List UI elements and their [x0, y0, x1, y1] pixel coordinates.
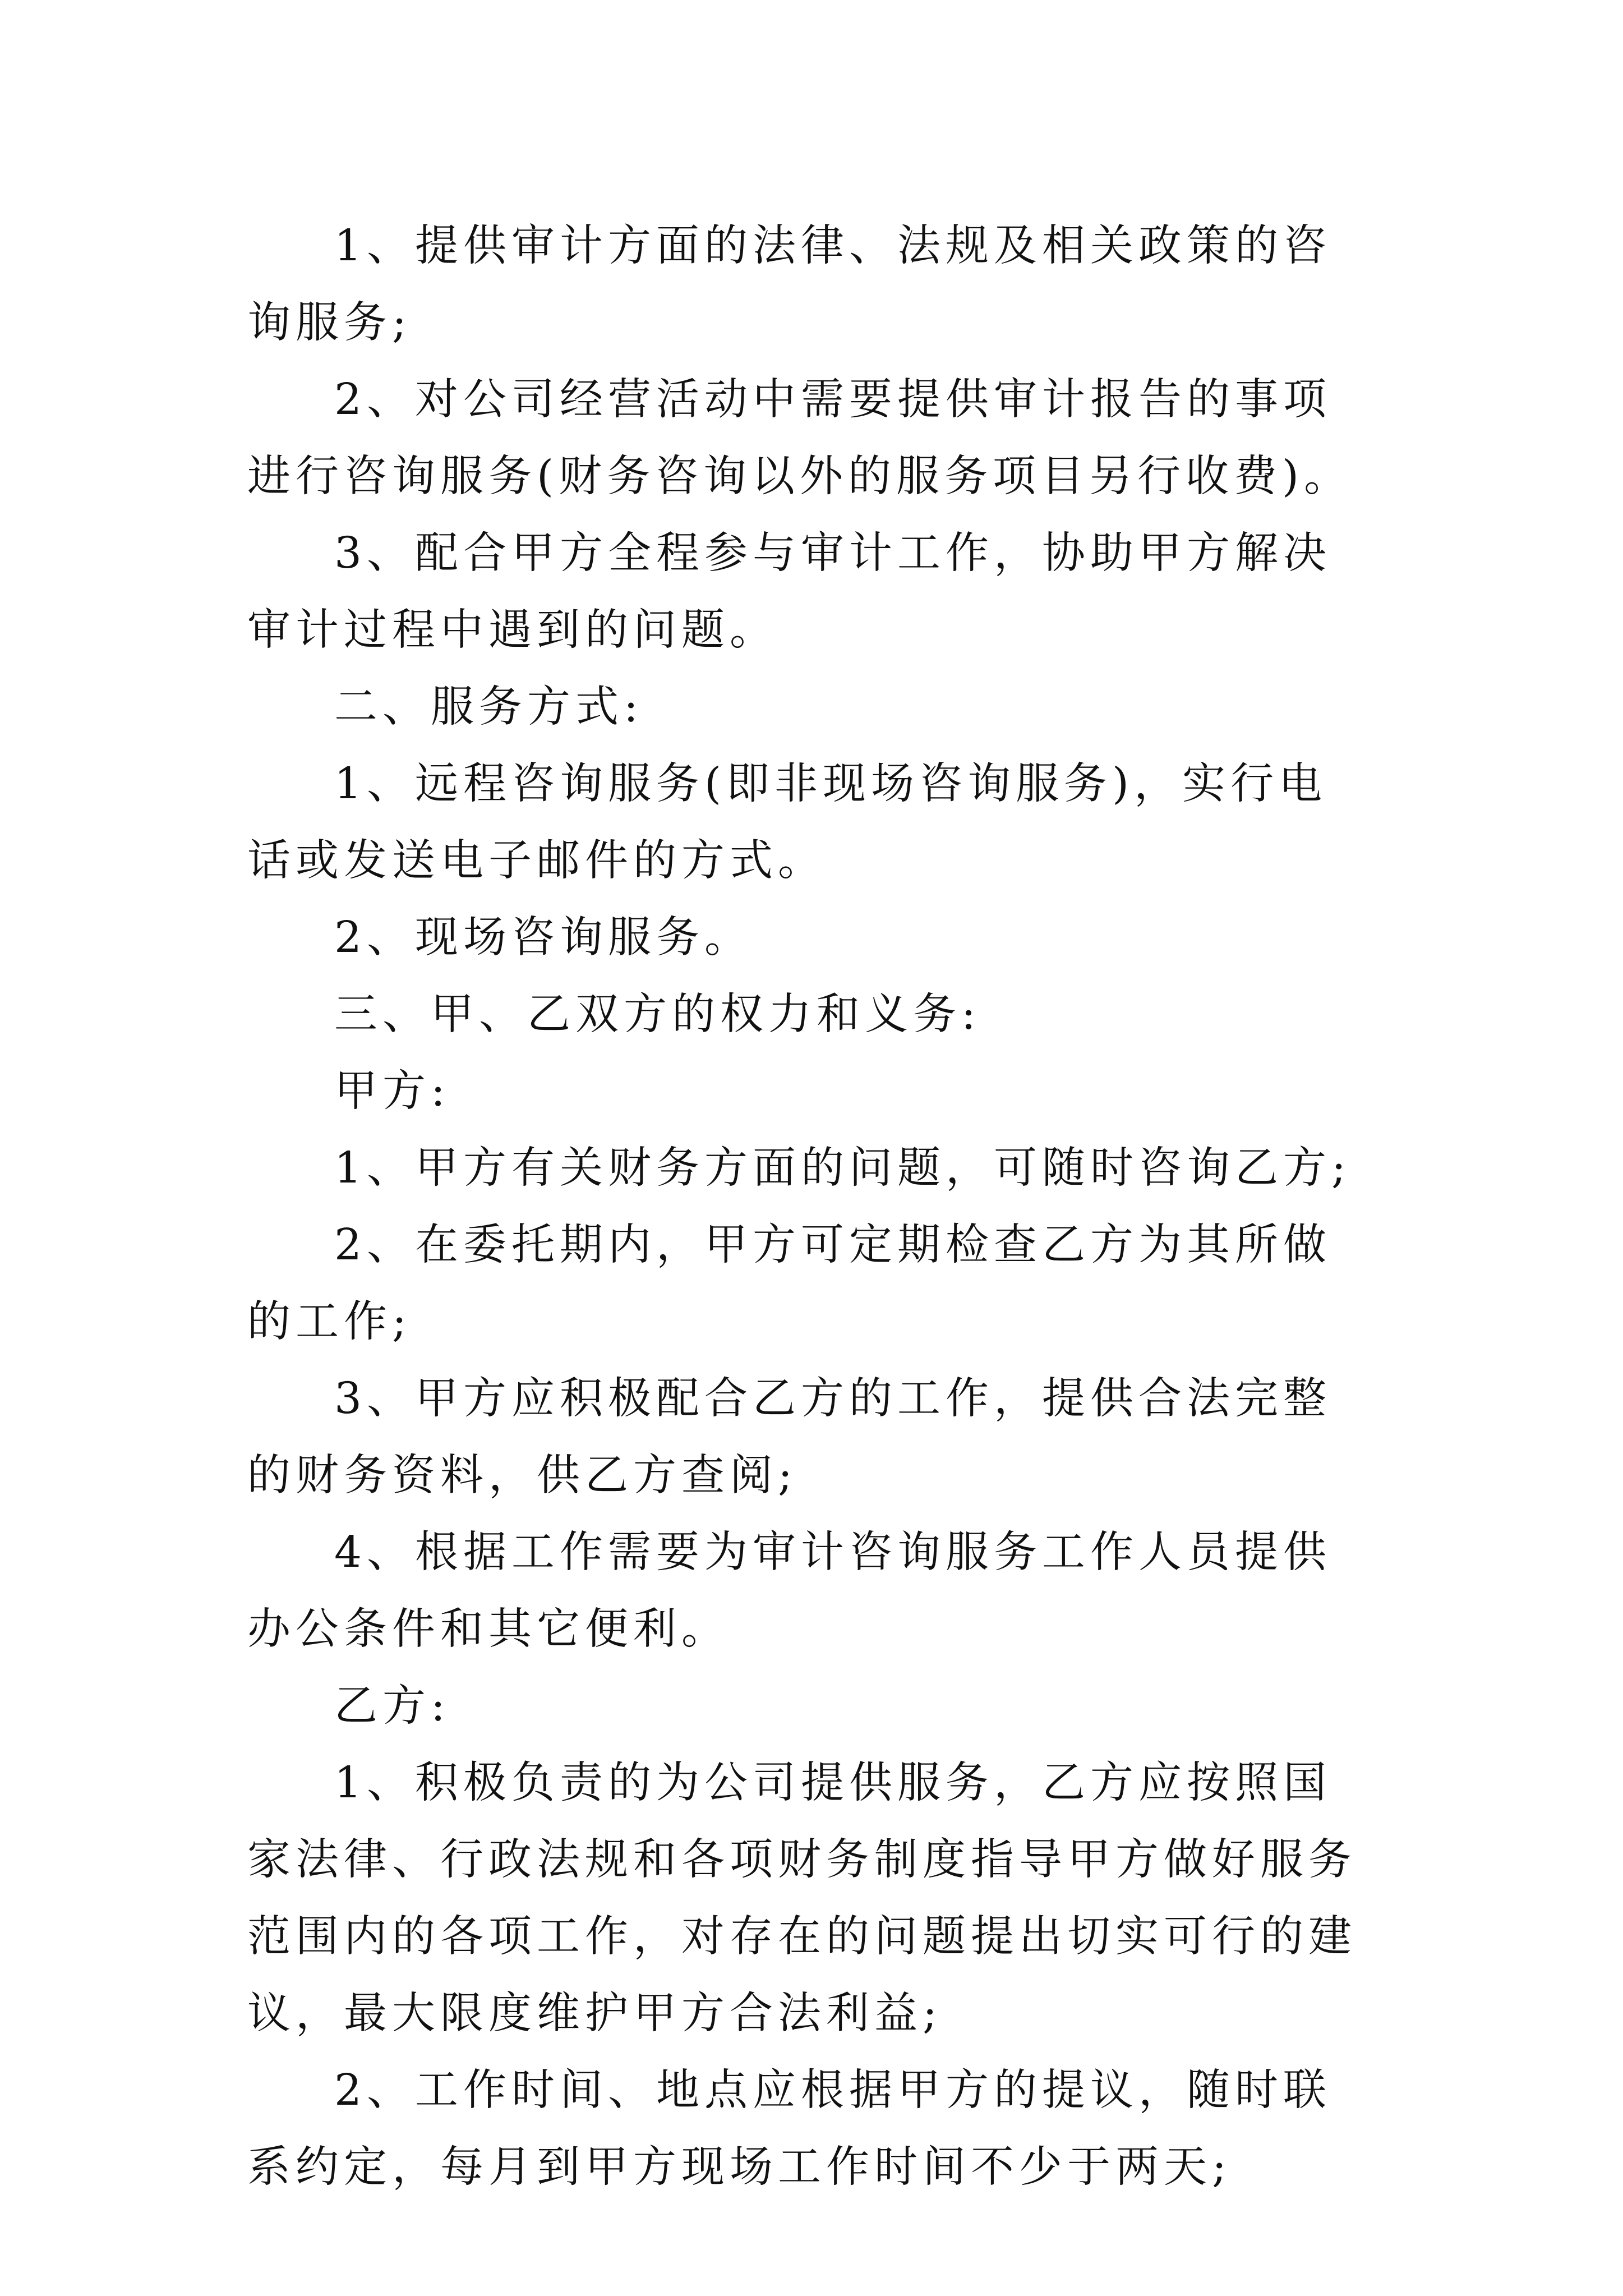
- paragraph-11: 3、甲方应积极配合乙方的工作，提供合法完整的财务资料，供乙方查阅;: [247, 1374, 1331, 1501]
- paragraph-9: 1、甲方有关财务方面的问题，可随时咨询乙方;: [334, 1143, 1351, 1193]
- paragraph-12: 4、根据工作需要为审计咨询服务工作人员提供办公条件和其它便利。: [247, 1527, 1331, 1654]
- paragraph-2: 2、对公司经营活动中需要提供审计报告的事项进行咨询服务(财务咨询以外的服务项目另行收费)。: [247, 375, 1353, 501]
- paragraph-15: 2、工作时间、地点应根据甲方的提议，随时联系约定，每月到甲方现场工作时间不少于两天;: [247, 2065, 1331, 2192]
- paragraph-1: 1、提供审计方面的法律、法规及相关政策的咨询服务;: [247, 221, 1331, 348]
- paragraph-14: 1、积极负责的为公司提供服务，乙方应按照国家法律、行政法规和各项财务制度指导甲方做好服务范围内的各项工作，对存在的问题提出切实可行的建议，最大限度维护甲方合法利益;: [247, 1758, 1357, 2039]
- paragraph-3: 3、配合甲方全程参与审计工作，协助甲方解决审计过程中遇到的问题。: [247, 528, 1331, 655]
- paragraph-5: 1、远程咨询服务(即非现场咨询服务)，实行电话或发送电子邮件的方式。: [247, 759, 1327, 886]
- document-body: [247, 208, 1375, 2206]
- party-b-heading: 乙方:: [334, 1681, 450, 1731]
- paragraph-6: 2、现场咨询服务。: [334, 913, 753, 963]
- section-heading-service-method: 二、服务方式:: [334, 682, 643, 732]
- section-heading-rights-obligations: 三、甲、乙双方的权力和义务:: [334, 990, 981, 1039]
- party-a-heading: 甲方:: [334, 1066, 450, 1116]
- paragraph-10: 2、在委托期内，甲方可定期检查乙方为其所做的工作;: [247, 1220, 1331, 1347]
